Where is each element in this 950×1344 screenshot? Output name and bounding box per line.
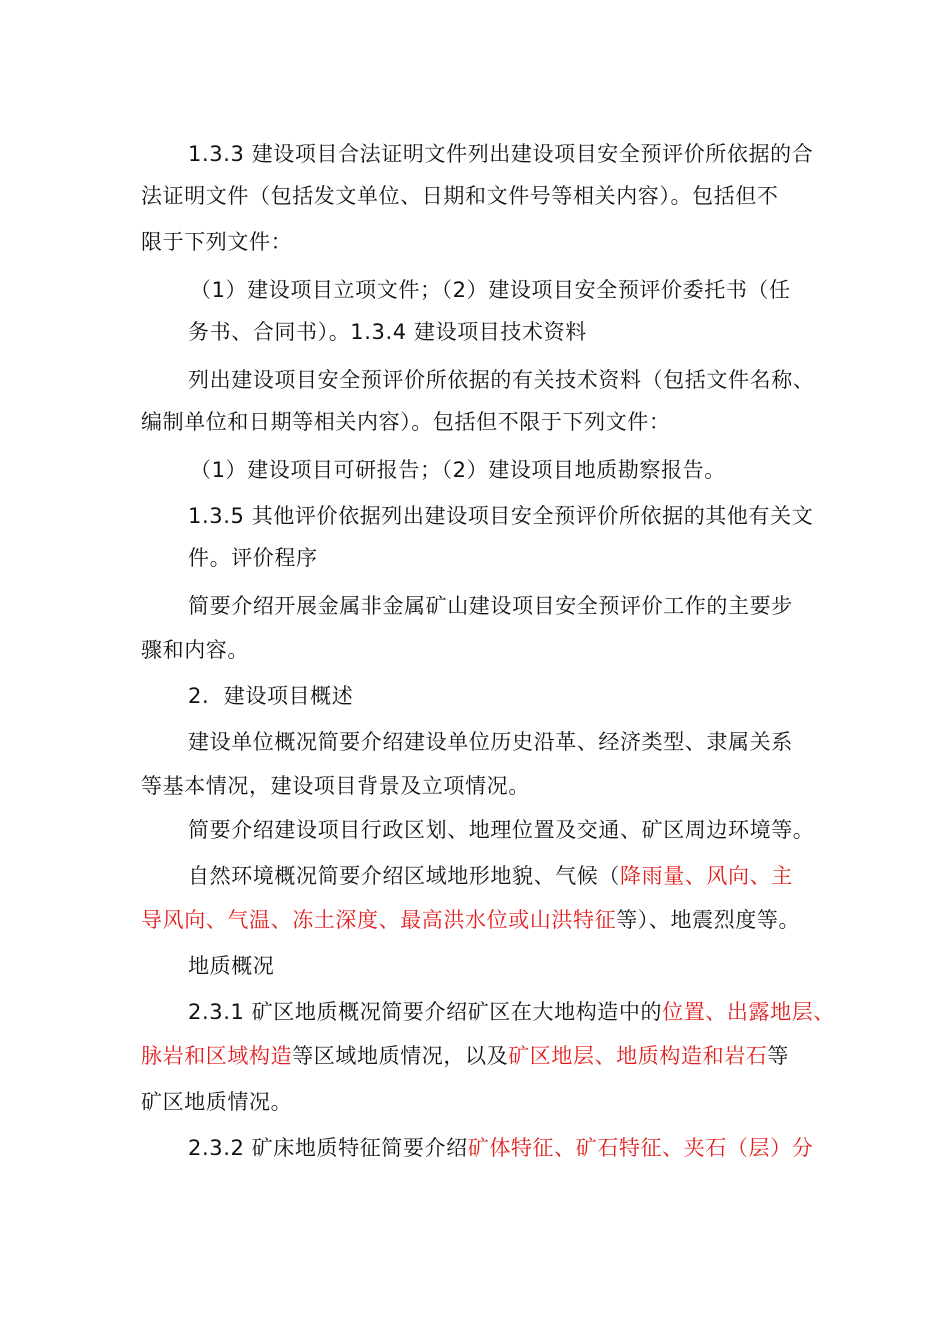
text-segment: 等 <box>767 1044 790 1068</box>
text-line: 简要介绍建设项目行政区划、地理位置及交通、矿区周边环境等。 <box>188 818 815 842</box>
text-line: （1）建设项目立项文件；（2）建设项目安全预评价委托书（任 <box>190 278 791 302</box>
text-segment: 2.3.2 矿床地质特征简要介绍 <box>188 1136 468 1160</box>
text-line: 法证明文件（包括发文单位、日期和文件号等相关内容）。包括但不 <box>141 184 779 208</box>
text-segment: 等区域地质情况，以及 <box>292 1044 509 1068</box>
text-line <box>188 997 835 1027</box>
text-line: 建设单位概况简要介绍建设单位历史沿革、经济类型、隶属关系 <box>188 730 793 754</box>
section-heading: 2. 建设项目概述 <box>188 684 354 708</box>
text-line: 务书、合同书）。1.3.4 建设项目技术资料 <box>188 320 587 344</box>
text-line: 限于下列文件： <box>141 230 293 254</box>
text-line <box>141 905 800 935</box>
highlight-text: 降雨量、风向、主 <box>620 864 793 888</box>
text-line: （1）建设项目可研报告；（2）建设项目地质勘察报告。 <box>190 458 726 482</box>
text-line: 1.3.5 其他评价依据列出建设项目安全预评价所依据的其他有关文 <box>188 504 814 528</box>
text-line <box>188 1133 813 1163</box>
text-line <box>141 1041 789 1071</box>
text-line: 等基本情况，建设项目背景及立项情况。 <box>141 774 530 798</box>
text-segment: 自然环境概况简要介绍区域地形地貌、气候（ <box>188 864 620 888</box>
section-heading: 地质概况 <box>188 954 275 978</box>
text-line: 编制单位和日期等相关内容）。包括但不限于下列文件： <box>141 410 671 434</box>
text-segment: 等）、地震烈度等。 <box>616 908 801 932</box>
highlight-text: 位置、出露地层、 <box>662 1000 835 1024</box>
text-line: 骤和内容。 <box>141 638 249 662</box>
text-line: 件。评价程序 <box>188 546 318 570</box>
text-line: 1.3.3 建设项目合法证明文件列出建设项目安全预评价所依据的合 <box>188 142 814 166</box>
text-line <box>188 861 793 891</box>
text-line: 简要介绍开展金属非金属矿山建设项目安全预评价工作的主要步 <box>188 594 793 618</box>
text-line: 矿区地质情况。 <box>141 1090 293 1114</box>
text-segment: 2.3.1 矿区地质概况简要介绍矿区在大地构造中的 <box>188 1000 663 1024</box>
highlight-text: 矿体特征、矿石特征、夹石（层）分 <box>467 1136 814 1160</box>
highlight-text: 导风向、气温、冻土深度、最高洪水位或山洪特征 <box>141 908 617 932</box>
highlight-text: 矿区地层、地质构造和岩石 <box>508 1044 768 1068</box>
text-line: 列出建设项目安全预评价所依据的有关技术资料（包括文件名称、 <box>188 368 815 392</box>
highlight-text: 脉岩和区域构造 <box>141 1044 293 1068</box>
